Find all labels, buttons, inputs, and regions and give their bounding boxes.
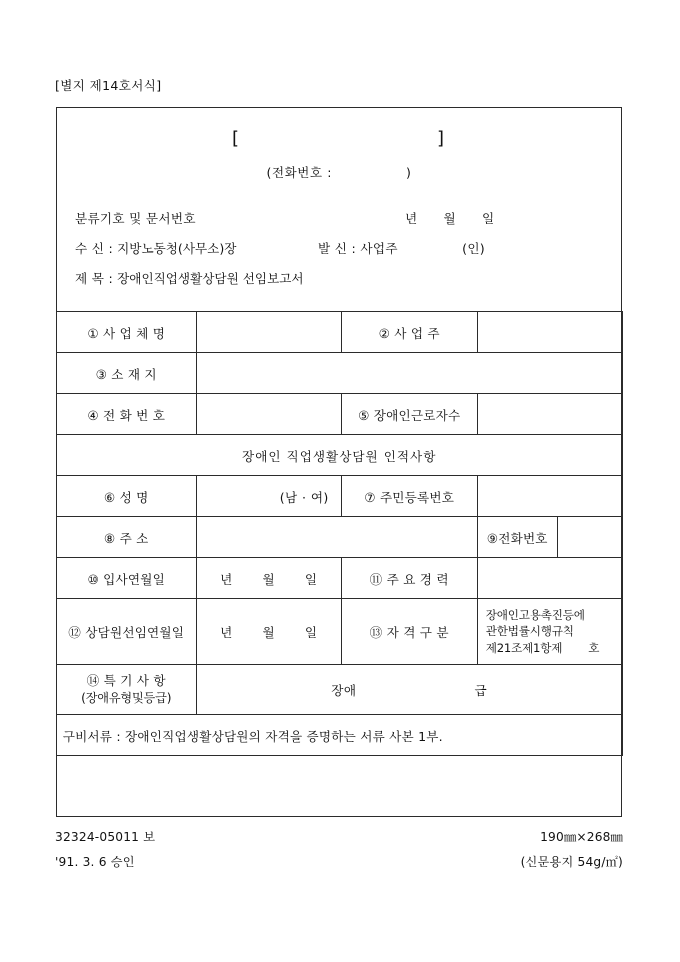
qualification-legal-text [484, 604, 616, 660]
table-row [56, 517, 622, 558]
cell-label-hire-date: ⑩ 입사연월일 [56, 558, 196, 599]
cell-label-special-notes [56, 665, 196, 715]
cell-label-location: ③ 소 재 지 [56, 353, 196, 394]
sender-label: 발 신 : [318, 241, 357, 256]
section-header-personal-info: 장애인 직업생활상담원 인적사항 [56, 435, 622, 476]
table-row [56, 665, 622, 715]
special-notes-line-1: ⑭ 특 기 사 항 [86, 673, 166, 688]
cell-label-phone: ④ 전 화 번 호 [56, 394, 196, 435]
document-title [57, 128, 621, 149]
cell-value-main-career[interactable] [477, 558, 622, 599]
footer-approval-date: '91. 3. 6 승인 [55, 855, 135, 869]
recipient-value: 지방노동청(사무소)장 [117, 241, 237, 256]
special-notes-label-block [63, 672, 190, 707]
cell-value-hire-date[interactable] [196, 558, 341, 599]
legal-line-3-suffix: 호 [588, 640, 600, 655]
classification-row [75, 204, 605, 234]
cell-value-address[interactable] [196, 517, 477, 558]
date-day-label: 일 [481, 211, 495, 226]
legal-line-3-prefix: 제21조제1항제 [485, 640, 563, 655]
table-row [56, 476, 622, 517]
sender-group [318, 234, 485, 264]
cell-label-qualification-type: ⑬ 자 격 구 분 [341, 599, 477, 665]
table-row-required-documents [56, 715, 622, 756]
cell-value-phone[interactable] [196, 394, 341, 435]
subject-label: 제 목 : [75, 271, 114, 286]
document-date-group [405, 204, 494, 234]
footer-row-code [55, 825, 623, 850]
recipient-row [75, 234, 605, 264]
cell-label-appointment-date: ⑫ 상담원선임연월일 [56, 599, 196, 665]
header-phone-line [57, 163, 621, 181]
cell-value-resident-number[interactable] [477, 476, 622, 517]
date-year-label: 년 [405, 211, 418, 226]
form-table [56, 311, 623, 756]
form-frame [56, 107, 622, 817]
hire-date-ymd [203, 569, 335, 588]
cell-value-employer[interactable] [477, 312, 622, 353]
cell-value-counselor-phone[interactable] [557, 517, 622, 558]
cell-value-special-notes[interactable] [196, 665, 622, 715]
title-bracket-close: ] [437, 128, 447, 149]
subject-row [75, 264, 605, 294]
table-row [56, 558, 622, 599]
recipient-label: 수 신 : [75, 241, 114, 256]
appointment-date-ymd [203, 622, 335, 641]
required-documents-note: 구비서류 : 장애인직업생활상담원의 자격을 증명하는 서류 사본 1부. [56, 715, 622, 756]
table-row-section-header [56, 435, 622, 476]
header-phone-close: ) [406, 165, 412, 180]
special-notes-line-2: (장애유형및등급) [81, 691, 172, 705]
form-meta-block [75, 204, 605, 294]
cell-label-disabled-worker-count: ⑤ 장애인근로자수 [341, 394, 477, 435]
cell-value-appointment-date[interactable] [196, 599, 341, 665]
disability-grade-label: 급 [474, 683, 488, 698]
seal-mark: (인) [462, 241, 486, 256]
ymd-day: 일 [304, 625, 318, 640]
ymd-month: 월 [262, 625, 275, 640]
subject-value: 장애인직업생활상담원 선임보고서 [117, 271, 304, 286]
page-footer [55, 825, 623, 875]
title-bracket-open: [ [231, 128, 241, 149]
cell-label-employer: ② 사 업 주 [341, 312, 477, 353]
legal-line-1: 장애인고용촉진등에 [485, 607, 585, 622]
ymd-day: 일 [304, 571, 318, 587]
cell-label-company-name: ① 사 업 체 명 [56, 312, 196, 353]
ymd-month: 월 [262, 571, 275, 587]
cell-value-company-name[interactable] [196, 312, 341, 353]
cell-label-counselor-phone: ⑨전화번호 [477, 517, 557, 558]
date-month-label: 월 [443, 211, 456, 226]
cell-value-name[interactable] [196, 476, 341, 517]
cell-label-address: ⑧ 주 소 [56, 517, 196, 558]
header-phone-label: (전화번호 : [266, 165, 333, 180]
cell-value-location[interactable] [196, 353, 622, 394]
footer-paper-size: 190㎜×268㎜ [540, 830, 623, 844]
footer-row-approval [55, 850, 623, 875]
table-row [56, 353, 622, 394]
table-row [56, 394, 622, 435]
form-number-tag: [별지 제14호서식] [55, 78, 162, 93]
gender-options: (남 · 여) [279, 489, 329, 505]
cell-value-qualification-type[interactable] [477, 599, 622, 665]
footer-paper-spec: (신문용지 54g/㎡) [520, 855, 623, 869]
footer-form-code: 32324-05011 보 [55, 830, 156, 844]
form-masthead [57, 108, 621, 311]
sender-value: 사업주 [360, 241, 398, 256]
cell-label-main-career: ⑪ 주 요 경 력 [341, 558, 477, 599]
cell-label-resident-number: ⑦ 주민등록번호 [341, 476, 477, 517]
disability-entry [203, 680, 616, 699]
ymd-year: 년 [220, 571, 233, 587]
legal-line-2: 관한법률시행규칙 [485, 624, 574, 639]
disability-label: 장애 [331, 683, 357, 698]
cell-label-name: ⑥ 성 명 [56, 476, 196, 517]
classification-label: 분류기호 및 문서번호 [75, 211, 196, 226]
ymd-year: 년 [220, 625, 233, 640]
table-row [56, 599, 622, 665]
cell-value-disabled-worker-count[interactable] [477, 394, 622, 435]
table-row [56, 312, 622, 353]
